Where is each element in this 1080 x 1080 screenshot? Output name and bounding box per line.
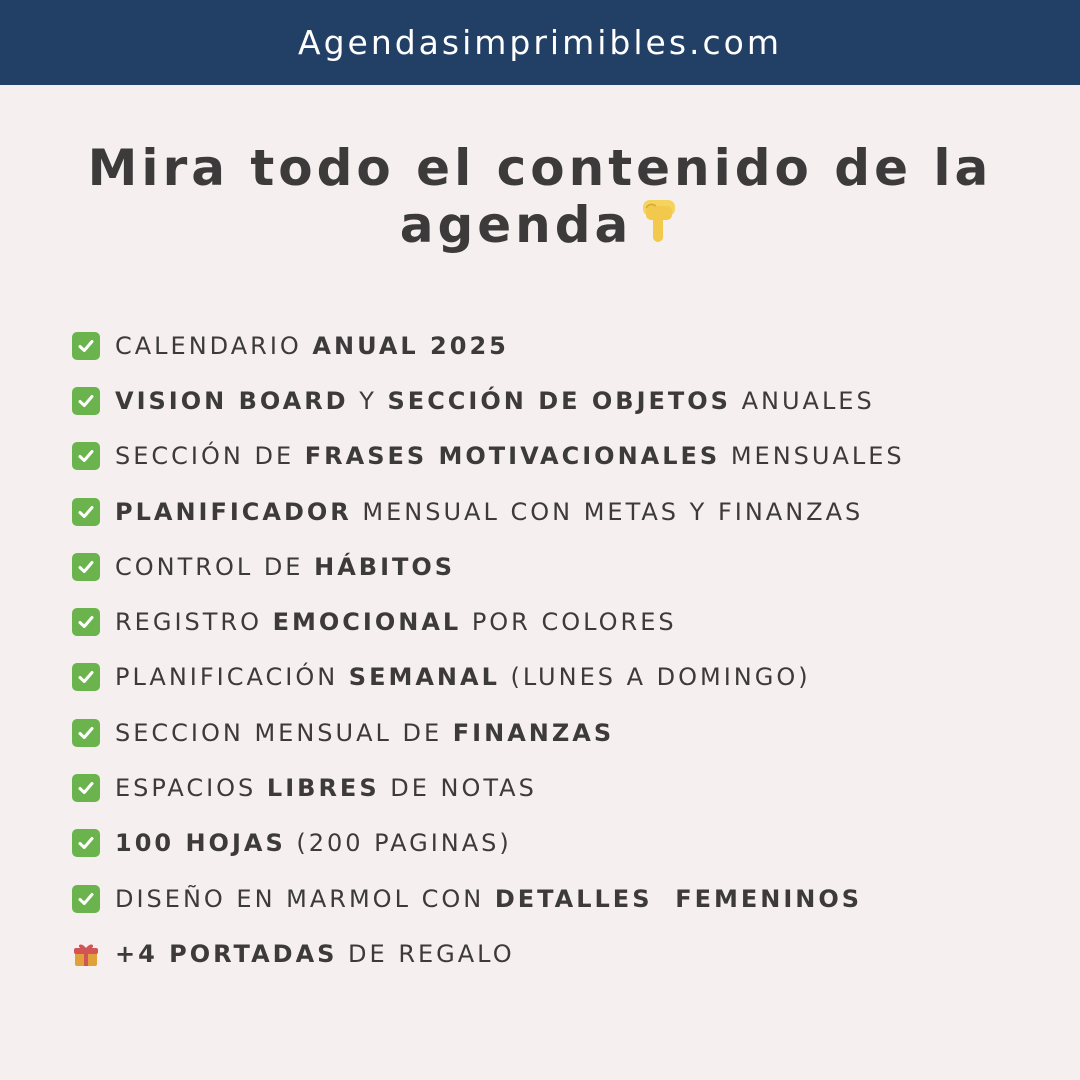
bold-text: SEMANAL (348, 663, 500, 692)
check-icon (72, 608, 100, 636)
list-item (72, 760, 1062, 815)
check-icon (72, 774, 100, 802)
bold-text: FRASES MOTIVACIONALES (304, 442, 721, 471)
bold-text: VISION BOARD (115, 386, 349, 415)
list-item (72, 539, 1062, 594)
bold-text: EMOCIONAL (272, 608, 462, 637)
text: ESPACIOS (115, 774, 267, 803)
list-item-text (115, 885, 862, 913)
text: DE REGALO (337, 939, 515, 968)
bold-text: ANUAL 2025 (312, 331, 509, 360)
text: POR COLORES (461, 608, 677, 637)
title-line-2-wrapper (0, 196, 1080, 257)
list-item-text (115, 663, 811, 691)
check-icon (72, 498, 100, 526)
text: REGISTRO (115, 608, 273, 637)
list-item (72, 816, 1062, 871)
check-icon (72, 663, 100, 691)
list-item (72, 373, 1062, 428)
bold-text: PLANIFICADOR (115, 497, 352, 526)
text: DE NOTAS (379, 774, 537, 803)
check-icon (72, 332, 100, 360)
check-icon (72, 719, 100, 747)
list-item-text (115, 387, 875, 415)
text: (200 PAGINAS) (285, 829, 512, 858)
bold-text: HÁBITOS (314, 552, 456, 581)
text: CALENDARIO (115, 331, 313, 360)
page-title (0, 140, 1080, 257)
check-icon (72, 553, 100, 581)
list-item-text (115, 774, 537, 802)
text: SECCIÓN DE (115, 442, 305, 471)
list-item-text (115, 553, 455, 581)
text: PLANIFICACIÓN (115, 663, 349, 692)
bold-text: SECCIÓN DE OBJETOS (387, 386, 731, 415)
check-icon (72, 387, 100, 415)
list-item (72, 926, 1062, 981)
text: Y (348, 386, 388, 415)
list-item-text (115, 719, 614, 747)
list-item-text (115, 332, 509, 360)
list-item-text (115, 498, 863, 526)
pointing-down-hand-icon (640, 196, 680, 257)
list-item (72, 484, 1062, 539)
text: ANUALES (730, 386, 875, 415)
text: DISEÑO EN MARMOL CON (115, 884, 495, 913)
text: MENSUALES (720, 442, 905, 471)
text: CONTROL DE (115, 552, 315, 581)
title-line-1: Mira todo el contenido de la (87, 139, 993, 197)
list-item (72, 871, 1062, 926)
list-item (72, 429, 1062, 484)
list-item (72, 594, 1062, 649)
list-item (72, 318, 1062, 373)
text: MENSUAL CON METAS Y FINANZAS (351, 497, 864, 526)
site-name: Agendasimprimibles.com (298, 23, 782, 62)
list-item-text (115, 940, 515, 968)
content-list (72, 318, 1062, 982)
list-item-text (115, 608, 677, 636)
bold-text: +4 PORTADAS (115, 939, 338, 968)
bold-text: DETALLES FEMENINOS (494, 884, 863, 913)
list-item-text (115, 829, 512, 857)
check-icon (72, 829, 100, 857)
list-item-text (115, 442, 905, 470)
check-icon (72, 885, 100, 913)
check-icon (72, 442, 100, 470)
gift-icon (72, 940, 100, 968)
top-banner (0, 0, 1080, 85)
bold-text: FINANZAS (452, 718, 615, 747)
text: SECCION MENSUAL DE (115, 718, 453, 747)
list-item (72, 705, 1062, 760)
text: (LUNES A DOMINGO) (499, 663, 811, 692)
title-line-2: agenda (399, 196, 633, 254)
list-item (72, 650, 1062, 705)
bold-text: 100 HOJAS (115, 829, 286, 858)
bold-text: LIBRES (266, 774, 380, 803)
